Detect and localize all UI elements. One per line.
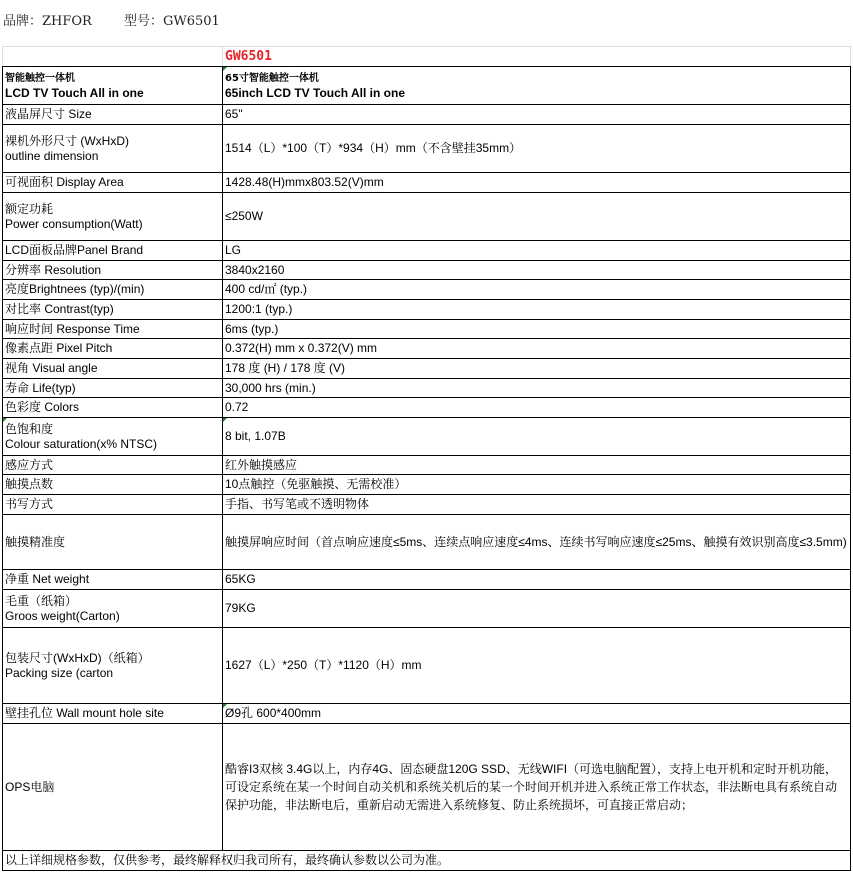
row-label: 响应时间 Response Time	[3, 320, 223, 339]
row-value: 6ms (typ.)	[223, 320, 851, 339]
row-label: 寿命 Life(typ)	[3, 379, 223, 398]
row-label: 像素点距 Pixel Pitch	[3, 339, 223, 359]
row-value: 0.372(H) mm x 0.372(V) mm	[223, 339, 851, 359]
table-row	[3, 300, 851, 320]
row-value: 30,000 hrs (min.)	[223, 379, 851, 398]
table-row	[3, 495, 851, 515]
row-value: 65"	[223, 105, 851, 125]
table-row	[3, 359, 851, 379]
row-value: 8 bit, 1.07B	[223, 418, 851, 456]
table-header-row	[3, 47, 851, 67]
table-row	[3, 628, 851, 704]
product-value: 65寸智能触控一体机 65inch LCD TV Touch All in one	[223, 67, 851, 105]
row-label: 毛重（纸箱） Groos weight(Carton)	[3, 590, 223, 628]
row-value: 酷睿I3双核 3.4G以上，内存4G、固态硬盘120G SSD、无线WIFI（可选电脑配置），支持上电开机和定时开机功能，可设定系统在某一个时间自动关机和系统关机后的某一个时间开机并进入系统正常工作状态，非法断电具有系统自动保护功能，非法断电后，重新启动无需进入系统修复、防止系统损坏，可直接正常启动；	[223, 724, 851, 851]
row-label: 对比率 Contrast(typ)	[3, 300, 223, 320]
footer-row	[3, 851, 851, 871]
table-row	[3, 590, 851, 628]
product-label: 智能触控一体机 LCD TV Touch All in one	[3, 67, 223, 105]
row-value: 400 cd/㎡ (typ.)	[223, 280, 851, 300]
table-row	[3, 418, 851, 456]
table-row	[3, 67, 851, 105]
table-row	[3, 379, 851, 398]
row-label: 额定功耗 Power consumption(Watt)	[3, 193, 223, 241]
row-label: 裸机外形尺寸 (WxHxD) outline dimension	[3, 125, 223, 173]
model-label: 型号：GW6501	[123, 14, 220, 29]
row-value: 1627（L）*250（T）*1120（H）mm	[223, 628, 851, 704]
table-row	[3, 280, 851, 300]
row-label: 包装尺寸(WxHxD)（纸箱） Packing size (carton	[3, 628, 223, 704]
row-value: 红外触摸感应	[223, 456, 851, 475]
brand-label: 品牌：ZHFOR	[3, 14, 92, 29]
disclaimer-text: 以上详细规格参数，仅供参考，最终解释权归我司所有，最终确认参数以公司为准。	[3, 851, 851, 871]
row-label: 感应方式	[3, 456, 223, 475]
row-label: 分辨率 Resolution	[3, 261, 223, 280]
table-row	[3, 173, 851, 193]
table-row	[3, 456, 851, 475]
row-value: 0.72	[223, 398, 851, 418]
table-row	[3, 724, 851, 851]
row-label: LCD面板品牌Panel Brand	[3, 241, 223, 261]
table-row	[3, 570, 851, 590]
spec-table	[2, 46, 851, 871]
row-value: 触摸屏响应时间（首点响应速度≤5ms、连续点响应速度≤4ms、连续书写响应速度≤25ms、触摸有效识别高度≤3.5mm)	[223, 515, 851, 570]
row-value: 65KG	[223, 570, 851, 590]
table-row	[3, 475, 851, 495]
row-value: 1200:1 (typ.)	[223, 300, 851, 320]
table-row	[3, 125, 851, 173]
row-value: 手指、书写笔或不透明物体	[223, 495, 851, 515]
row-label: 壁挂孔位 Wall mount hole site	[3, 704, 223, 724]
table-row	[3, 193, 851, 241]
row-value: Ø9孔 600*400mm	[223, 704, 851, 724]
row-label: 可视面积 Display Area	[3, 173, 223, 193]
row-value: 79KG	[223, 590, 851, 628]
table-row	[3, 398, 851, 418]
row-label: 书写方式	[3, 495, 223, 515]
table-row	[3, 704, 851, 724]
row-label: 净重 Net weight	[3, 570, 223, 590]
row-label: 亮度Brightnees (typ)/(min)	[3, 280, 223, 300]
table-row	[3, 515, 851, 570]
model-heading: GW6501	[223, 47, 851, 67]
table-row	[3, 339, 851, 359]
row-label: 色彩度 Colors	[3, 398, 223, 418]
row-label: 触摸点数	[3, 475, 223, 495]
row-label: 视角 Visual angle	[3, 359, 223, 379]
table-row	[3, 241, 851, 261]
row-value: 3840x2160	[223, 261, 851, 280]
table-row	[3, 320, 851, 339]
row-value: ≤250W	[223, 193, 851, 241]
row-label: OPS电脑	[3, 724, 223, 851]
table-row	[3, 105, 851, 125]
row-value: 1428.48(H)mmx803.52(V)mm	[223, 173, 851, 193]
blank-cell	[3, 47, 223, 67]
row-value: 10点触控（免驱触摸、无需校准）	[223, 475, 851, 495]
row-label: 色饱和度 Colour saturation(x% NTSC)	[3, 418, 223, 456]
row-value: 1514（L）*100（T）*934（H）mm（不含壁挂35mm）	[223, 125, 851, 173]
row-value: 178 度 (H) / 178 度 (V)	[223, 359, 851, 379]
product-meta	[3, 10, 220, 29]
row-label: 触摸精准度	[3, 515, 223, 570]
table-row	[3, 261, 851, 280]
row-label: 液晶屏尺寸 Size	[3, 105, 223, 125]
row-value: LG	[223, 241, 851, 261]
